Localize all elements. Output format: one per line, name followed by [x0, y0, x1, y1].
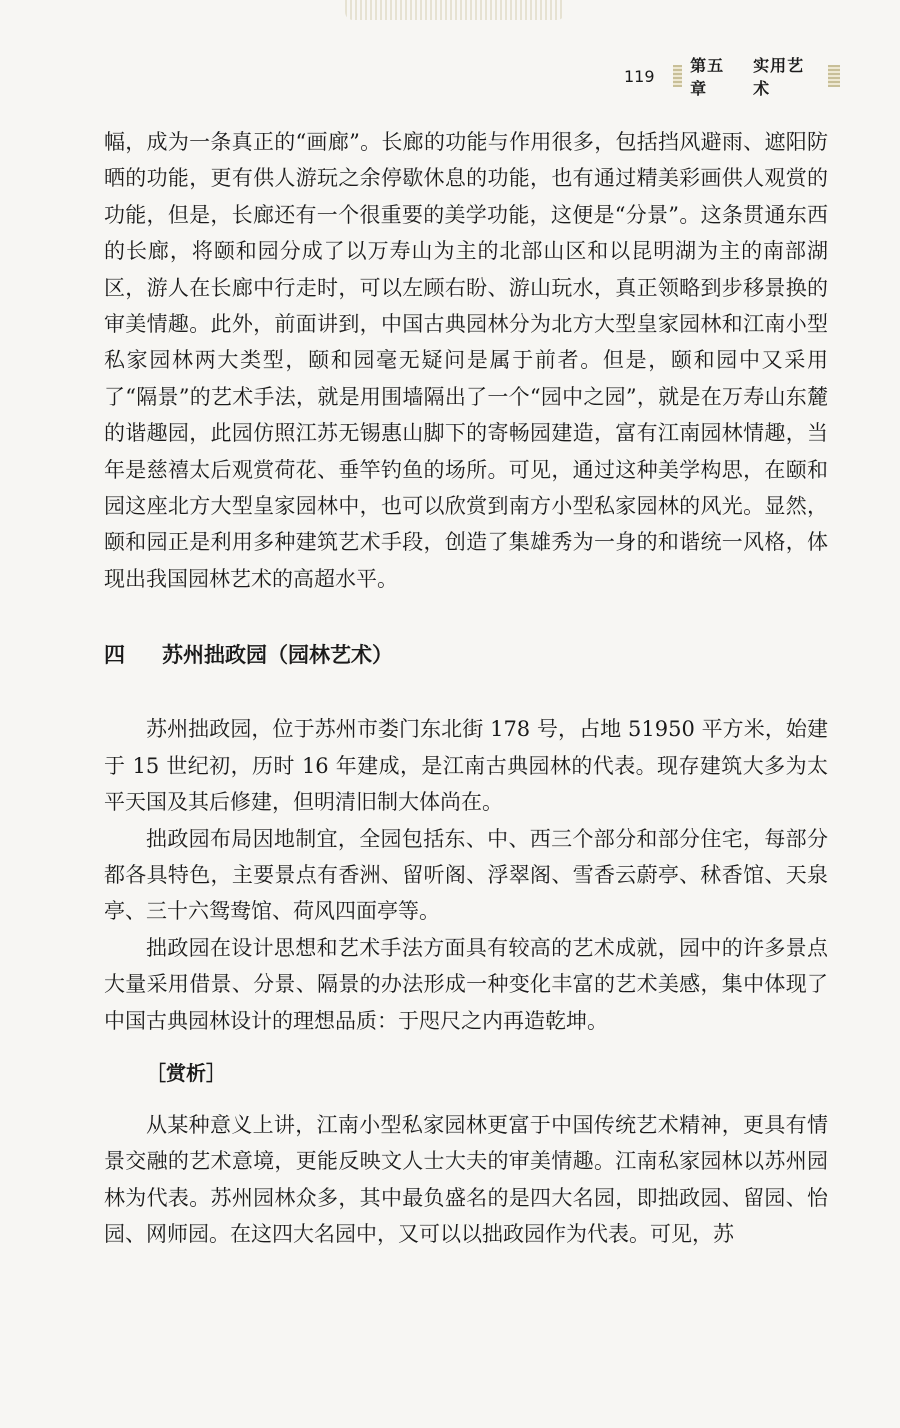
page-number: 119	[624, 66, 655, 86]
appreciation-heading: ［赏析］	[146, 1060, 226, 1085]
section-paragraph: 苏州拙政园，位于苏州市娄门东北街 178 号，占地 51950 平方米，始建于 15 世纪初，历时 16 年建成，是江南古典园林的代表。现存建筑大多为太平天国及其后修建，但明清旧制大体尚在。	[104, 717, 828, 815]
page-body	[104, 124, 828, 1253]
section-paragraph: 拙政园布局因地制宜，全园包括东、中、西三个部分和部分住宅，每部分都各具特色，主要景点有香洲、留听阁、浮翠阁、雪香云蔚亭、秫香馆、天泉亭、三十六鸳鸯馆、荷风四面亭等。	[104, 826, 828, 924]
section-paragraph: 拙政园在设计思想和艺术手法方面具有较高的艺术成就，园中的许多景点大量采用借景、分景、隔景的办法形成一种变化丰富的艺术美感，集中体现了中国古典园林设计的理想品质：于咫尺之内再造乾坤。	[104, 935, 828, 1033]
top-ornament	[345, 0, 565, 20]
header-ornament-bar	[673, 65, 683, 87]
chapter-title: 实用艺术	[753, 56, 805, 98]
running-header	[620, 56, 840, 98]
body-paragraph-continued: 幅，成为一条真正的“画廊”。长廊的功能与作用很多，包括挡风避雨、遮阳防晒的功能，更有供人游玩之余停歇休息的功能，也有通过精美彩画供人观赏的功能，但是，长廊还有一个很重要的美学功能，这便是“分景”。这条贯通东西的长廊，将颐和园分成了以万寿山为主的北部山区和以昆明湖为主的南部湖区，游人在长廊中行走时，可以左顾右盼、游山玩水，真正领略到步移景换的审美情趣。此外，前面讲到，中国古典园林分为北方大型皇家园林和江南小型私家园林两大类型，颐和园毫无疑问是属于前者。但是，颐和园中又采用了“隔景”的艺术手法，就是用围墙隔出了一个“园中之园”，就是在万寿山东麓的谐趣园，此园仿照江苏无锡惠山脚下的寄畅园建造，富有江南园林情趣，当年是慈禧太后观赏荷花、垂竿钓鱼的场所。可见，通过这种美学构思，在颐和园这座北方大型皇家园林中，也可以欣赏到南方小型私家园林的风光。显然，颐和园正是利用多种建筑艺术手段，创造了集雄秀为一身的和谐统一风格，体现出我国园林艺术的高超水平。	[104, 130, 828, 591]
section-title: 苏州拙政园（园林艺术）	[162, 643, 393, 668]
section-heading	[104, 637, 828, 673]
section-number: 四	[104, 643, 125, 668]
chapter-label: 第五章	[690, 56, 725, 98]
appreciation-paragraph: 从某种意义上讲，江南小型私家园林更富于中国传统艺术精神，更具有情景交融的艺术意境，更能反映文人士大夫的审美情趣。江南私家园林以苏州园林为代表。苏州园林众多，其中最负盛名的是四大名园，即拙政园、留园、怡园、网师园。在这四大名园中，又可以以拙政园作为代表。可见，苏	[104, 1112, 828, 1247]
header-ornament-bar-right	[828, 65, 840, 87]
